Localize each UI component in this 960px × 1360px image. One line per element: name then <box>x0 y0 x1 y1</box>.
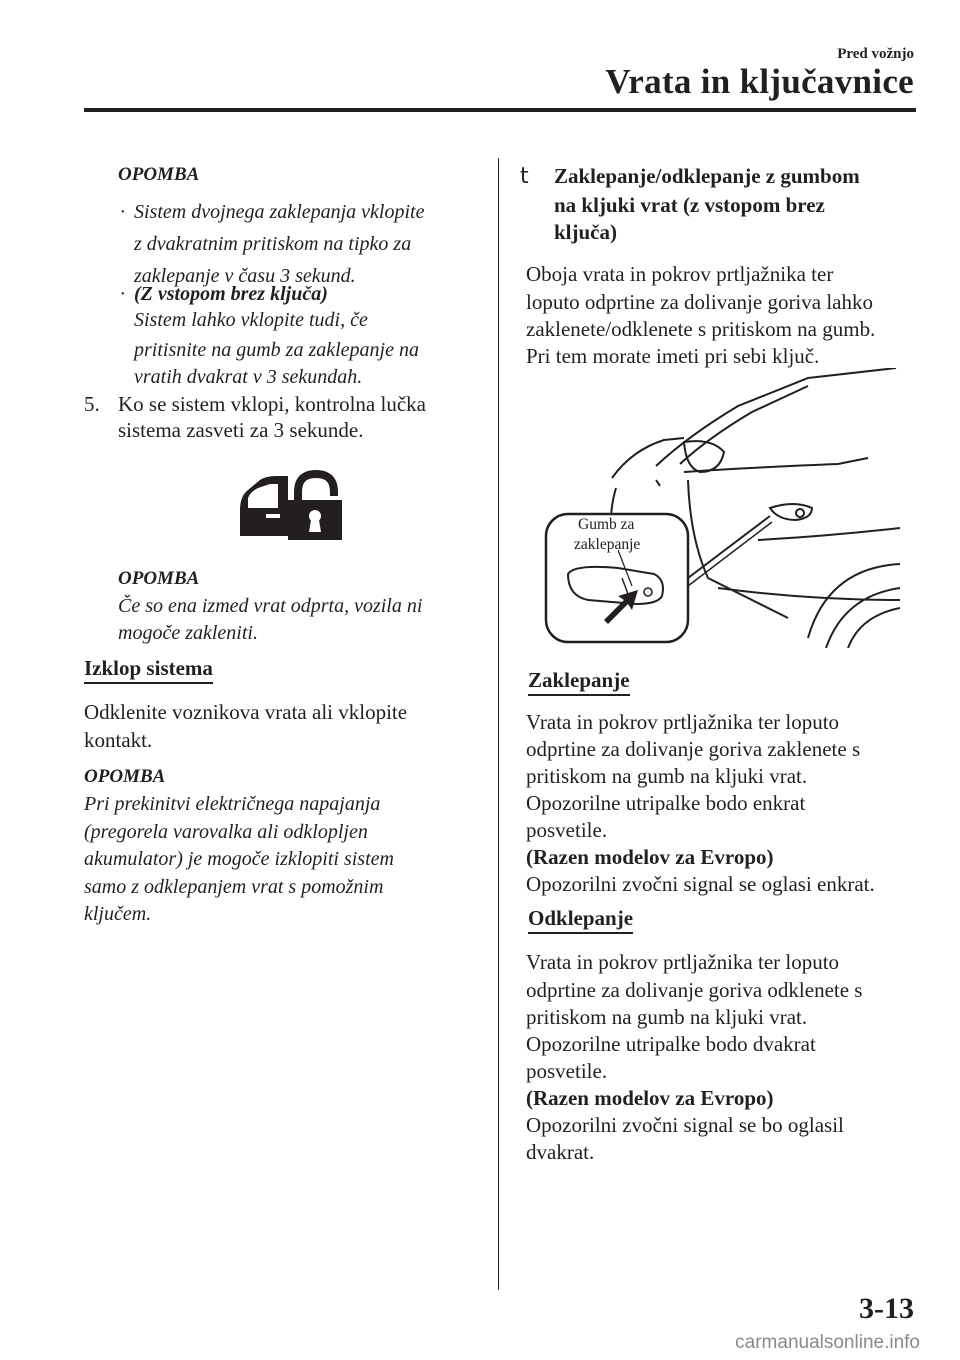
door-handle-illustration <box>508 368 900 648</box>
note-line: mogoče zakleniti. <box>118 622 258 644</box>
body-line: Odklenite voznikova vrata ali vklopite <box>84 700 408 724</box>
watermark: carmanualsonline.info <box>735 1332 920 1353</box>
bullet-dot: · <box>120 201 125 223</box>
column-divider <box>498 158 499 1290</box>
body-line: pritiskom na gumb na kljuki vrat. <box>526 1005 808 1029</box>
note-line: zaklepanje v času 3 sekund. <box>134 265 356 287</box>
note-line: Sistem lahko vklopite tudi, če <box>134 309 368 331</box>
note-line: vratih dvakrat v 3 sekundah. <box>134 366 363 388</box>
body-line: Opozorilni zvočni signal se oglasi enkrat. <box>526 872 875 896</box>
section-name: Pred vožnjo <box>837 46 914 62</box>
body-line: odprtine za dolivanje goriva zaklenete s <box>526 737 861 761</box>
body-line: loputo odprtine za dolivanje goriva lahko <box>526 290 873 314</box>
body-line: posvetile. <box>526 1059 608 1083</box>
note-line: z dvakratnim pritiskom na tipko za <box>134 233 412 255</box>
subsection-heading <box>528 668 630 693</box>
subsection-heading-text: Zaklepanje <box>528 668 630 696</box>
body-line-bold: (Razen modelov za Evropo) <box>526 1086 774 1110</box>
section-heading-line: ključa) <box>554 220 617 244</box>
note-line: Če so ena izmed vrat odprta, vozila ni <box>118 595 423 617</box>
body-line: Vrata in pokrov prtljažnika ter loputo <box>526 950 840 974</box>
section-heading-line: na kljuki vrat (z vstopom brez <box>554 193 825 217</box>
body-line: Oboja vrata in pokrov prtljažnika ter <box>526 262 834 286</box>
note-line: samo z odklepanjem vrat s pomožnim <box>84 876 384 898</box>
body-line: Opozorilne utripalke bodo enkrat <box>526 791 806 815</box>
subsection-heading <box>528 906 633 931</box>
bullet-dot: · <box>120 283 125 305</box>
body-line: Vrata in pokrov prtljažnika ter loputo <box>526 710 840 734</box>
body-line: pritiskom na gumb na kljuki vrat. <box>526 764 808 788</box>
note-heading: OPOMBA <box>84 766 166 787</box>
body-line: Opozorilni zvočni signal se bo oglasil <box>526 1113 844 1137</box>
header-rule <box>84 108 916 112</box>
body-line-bold: (Razen modelov za Evropo) <box>526 845 774 869</box>
body-line: odprtine za dolivanje goriva odklenete s <box>526 978 863 1002</box>
body-line: posvetile. <box>526 818 608 842</box>
note-line: Sistem dvojnega zaklepanja vklopite <box>134 201 425 223</box>
step-line: sistema zasveti za 3 sekunde. <box>118 418 364 442</box>
subsection-heading <box>84 656 213 681</box>
note-line: ključem. <box>84 903 152 925</box>
note-heading: OPOMBA <box>118 568 200 589</box>
body-line: kontakt. <box>84 728 153 752</box>
step-number: 5. <box>84 392 100 416</box>
body-line: Opozorilne utripalke bodo dvakrat <box>526 1032 816 1056</box>
subsection-heading-text: Izklop sistema <box>84 656 213 684</box>
body-line: dvakrat. <box>526 1140 595 1164</box>
note-line: Pri prekinitvi električnega napajanja <box>84 793 381 815</box>
note-subtitle: (Z vstopom brez ključa) <box>134 283 328 305</box>
section-heading-line: Zaklepanje/odklepanje z gumbom <box>554 164 860 188</box>
figure-label-line: zaklepanje <box>574 536 641 553</box>
note-line: akumulator) je mogoče izklopiti sistem <box>84 848 394 870</box>
subsection-heading-text: Odklepanje <box>528 906 633 934</box>
note-heading: OPOMBA <box>118 164 200 185</box>
body-line: zaklenete/odklenete s pritiskom na gumb. <box>526 317 876 341</box>
page-number: 3-13 <box>859 1292 914 1325</box>
section-marker: t <box>520 164 529 189</box>
step-line: Ko se sistem vklopi, kontrolna lučka <box>118 392 426 416</box>
note-line: (pregorela varovalka ali odklopljen <box>84 821 368 843</box>
note-line: pritisnite na gumb za zaklepanje na <box>134 339 419 361</box>
door-lock-indicator-icon <box>236 466 346 542</box>
body-line: Pri tem morate imeti pri sebi ključ. <box>526 344 820 368</box>
figure-label-line: Gumb za <box>578 516 635 533</box>
page-title: Vrata in ključavnice <box>605 62 914 101</box>
